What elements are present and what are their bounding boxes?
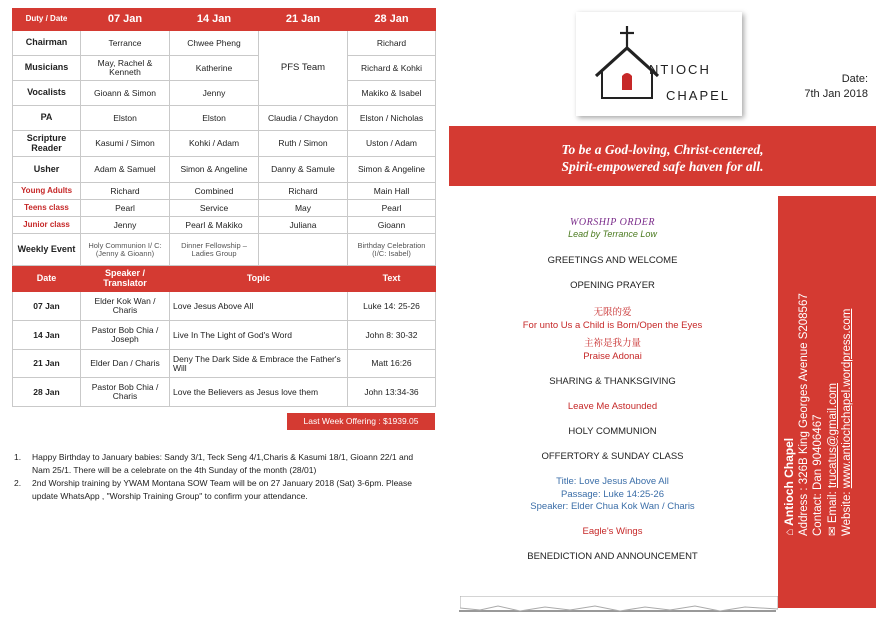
logo-word-2: CHAPEL bbox=[666, 88, 731, 103]
roster-row bbox=[13, 217, 436, 234]
roster-cell: Terrance bbox=[81, 31, 170, 56]
order-item: GREETINGS AND WELCOME bbox=[547, 255, 678, 266]
announcement-text: 2nd Worship training by YWAM Montana SOW Team will be on 27 January 2018 (Sat) 3-6pm. Please update WhatsApp , "Worship Training Group" to confirm your attendance. bbox=[32, 478, 413, 501]
sermon-topic: Live In The Light of God's Word bbox=[170, 321, 348, 350]
roster-cell: Chwee Pheng bbox=[170, 31, 259, 56]
date-label: Date: bbox=[841, 73, 868, 85]
roster-cell: May, Rachel & Kenneth bbox=[81, 56, 170, 81]
announcement-number: 1. bbox=[14, 452, 22, 462]
email-label: Email: bbox=[826, 488, 839, 524]
roster-cell: Juliana bbox=[259, 217, 348, 234]
song-item: 主祢是我力量 bbox=[583, 338, 641, 349]
date-value: 7th Jan 2018 bbox=[804, 88, 868, 100]
role-label: Scripture Reader bbox=[13, 131, 81, 157]
worship-leader: Lead by Terrance Low bbox=[568, 229, 657, 239]
roster-cell: Richard & Kohki bbox=[348, 56, 436, 81]
sermon-text: John 8: 30-32 bbox=[348, 321, 436, 350]
date-header: 21 Jan bbox=[259, 9, 348, 31]
roster-cell: Kohki / Adam bbox=[170, 131, 259, 157]
role-label: Weekly Event bbox=[13, 234, 81, 266]
topic-header: Topic bbox=[170, 266, 348, 292]
roster-cell: Jenny bbox=[81, 217, 170, 234]
order-item: BENEDICTION AND ANNOUNCEMENT bbox=[527, 551, 698, 562]
song-item: For unto Us a Child is Born/Open the Eyes bbox=[522, 320, 703, 331]
roster-row bbox=[13, 157, 436, 183]
sermon-speaker: Elder Kok Wan / Charis bbox=[81, 292, 170, 321]
merged-team-cell: PFS Team bbox=[259, 31, 348, 106]
date-header: 28 Jan bbox=[348, 9, 436, 31]
roster-row bbox=[13, 200, 436, 217]
roster-cell: Claudia / Chaydon bbox=[259, 106, 348, 131]
roster-row bbox=[13, 31, 436, 56]
roster-row bbox=[13, 56, 436, 81]
roster-cell: May bbox=[259, 200, 348, 217]
announcement-item bbox=[14, 477, 428, 503]
sermon-topic: Deny The Dark Side & Embrace the Father's Will bbox=[170, 350, 348, 378]
roster-cell: Pearl bbox=[348, 200, 436, 217]
roster-cell: Birthday Celebration (I/C: Isabel) bbox=[348, 234, 436, 266]
mission-line: Spirit-empowered safe haven for all. bbox=[561, 159, 764, 174]
roster-cell: Elston / Nicholas bbox=[348, 106, 436, 131]
roster-cell: Makiko & Isabel bbox=[348, 81, 436, 106]
role-label: Usher bbox=[13, 157, 81, 183]
sermon-topic: Love the Believers as Jesus love them bbox=[170, 378, 348, 407]
sermon-date: 14 Jan bbox=[13, 321, 81, 350]
order-item: OPENING PRAYER bbox=[570, 280, 655, 291]
roster-row bbox=[13, 81, 436, 106]
sermon-text: Matt 16:26 bbox=[348, 350, 436, 378]
roster-cell: Service bbox=[170, 200, 259, 217]
roster-cell: Adam & Samuel bbox=[81, 157, 170, 183]
roster-cell: Elston bbox=[81, 106, 170, 131]
role-label: Teens class bbox=[13, 200, 81, 217]
role-label: Musicians bbox=[13, 56, 81, 81]
order-item: OFFERTORY & SUNDAY CLASS bbox=[541, 451, 684, 462]
sermon-date: 28 Jan bbox=[13, 378, 81, 407]
roster-row bbox=[13, 131, 436, 157]
church-name: Antioch Chapel bbox=[782, 437, 796, 526]
sermon-date-header: Date bbox=[13, 266, 81, 292]
announcement-list bbox=[14, 451, 428, 503]
roster-header-row bbox=[13, 9, 436, 31]
announcement-item bbox=[14, 451, 428, 477]
roster-cell: Main Hall bbox=[348, 183, 436, 200]
song-item: Leave Me Astounded bbox=[567, 401, 658, 412]
duty-date-header: Duty / Date bbox=[13, 9, 81, 31]
song-item: Eagle's Wings bbox=[582, 526, 643, 537]
church-logo-card bbox=[576, 12, 742, 116]
roster-row bbox=[13, 234, 436, 266]
announcement-text: Happy Birthday to January babies: Sandy 3/1, Teck Seng 4/1,Charis & Kasumi 18/1, Gioann 22/1 and Nam 25/1. There will be a celebrate on the 4th Sunday of the month (28/01) bbox=[32, 452, 414, 475]
roster-cell: Simon & Angeline bbox=[348, 157, 436, 183]
worship-order-title: WORSHIP ORDER bbox=[570, 217, 655, 228]
roster-cell: Elston bbox=[170, 106, 259, 131]
role-label: Vocalists bbox=[13, 81, 81, 106]
sermon-row bbox=[13, 292, 436, 321]
sermon-topic: Love Jesus Above All bbox=[170, 292, 348, 321]
sermon-text: John 13:34-36 bbox=[348, 378, 436, 407]
sermon-speaker: Speaker: Elder Chua Kok Wan / Charis bbox=[530, 501, 695, 512]
offering-badge: Last Week Offering : $1939.05 bbox=[287, 413, 435, 430]
duty-roster-table bbox=[12, 8, 436, 407]
website-label: Website: bbox=[841, 488, 853, 536]
mission-banner bbox=[449, 126, 876, 186]
email-icon: ✉ bbox=[826, 523, 839, 536]
order-item: SHARING & THANKSGIVING bbox=[549, 376, 676, 387]
speaker-header: Speaker / Translator bbox=[81, 266, 170, 292]
bulletin-date bbox=[778, 72, 868, 102]
song-item: Praise Adonai bbox=[583, 351, 642, 362]
roster-row bbox=[13, 106, 436, 131]
sermon-title: Title: Love Jesus Above All bbox=[556, 476, 669, 487]
roster-cell: Richard bbox=[348, 31, 436, 56]
logo-word-1: NTIOCH bbox=[649, 62, 711, 77]
text-header: Text bbox=[348, 266, 436, 292]
roster-cell: Holy Communion I/ C: (Jenny & Gioann) bbox=[81, 234, 170, 266]
roster-cell: Simon & Angeline bbox=[170, 157, 259, 183]
website-link[interactable]: www.antiochchapel.wordpress.com bbox=[841, 308, 853, 489]
roster-cell: Danny & Samule bbox=[259, 157, 348, 183]
roster-cell: Gioann & Simon bbox=[81, 81, 170, 106]
roster-cell: Dinner Fellowship – Ladies Group bbox=[170, 234, 259, 266]
torn-paper-edge bbox=[460, 596, 778, 612]
date-header: 07 Jan bbox=[81, 9, 170, 31]
contact-sidebar bbox=[778, 196, 876, 608]
sermon-speaker: Pastor Bob Chia / Charis bbox=[81, 378, 170, 407]
role-label: Chairman bbox=[13, 31, 81, 56]
roster-row bbox=[13, 183, 436, 200]
order-item: HOLY COMMUNION bbox=[568, 426, 657, 437]
announcement-number: 2. bbox=[14, 478, 22, 488]
role-label: Junior class bbox=[13, 217, 81, 234]
roster-cell: Kasumi / Simon bbox=[81, 131, 170, 157]
roster-cell bbox=[259, 234, 348, 266]
sermon-text: Luke 14: 25-26 bbox=[348, 292, 436, 321]
sermon-speaker: Pastor Bob Chia / Joseph bbox=[81, 321, 170, 350]
date-header: 14 Jan bbox=[170, 9, 259, 31]
roster-cell: Pearl bbox=[81, 200, 170, 217]
church-phone: Contact: Dan 90406467 bbox=[812, 414, 824, 536]
sermon-passage: Passage: Luke 14:25-26 bbox=[561, 489, 664, 500]
roster-cell: Combined bbox=[170, 183, 259, 200]
role-label: PA bbox=[13, 106, 81, 131]
sermon-row bbox=[13, 378, 436, 407]
sermon-header-row bbox=[13, 266, 436, 292]
mission-line: To be a God-loving, Christ-centered, bbox=[561, 142, 764, 157]
roster-cell: Ruth / Simon bbox=[259, 131, 348, 157]
home-icon: ⌂ bbox=[782, 525, 796, 536]
role-label: Young Adults bbox=[13, 183, 81, 200]
sermon-row bbox=[13, 350, 436, 378]
church-address: Address : 326B King Georges Avenue S208567 bbox=[797, 293, 810, 536]
sermon-date: 07 Jan bbox=[13, 292, 81, 321]
sermon-speaker: Elder Dan / Charis bbox=[81, 350, 170, 378]
roster-cell: Jenny bbox=[170, 81, 259, 106]
roster-cell: Richard bbox=[81, 183, 170, 200]
sermon-date: 21 Jan bbox=[13, 350, 81, 378]
song-item: 无限的爱 bbox=[593, 307, 632, 318]
roster-cell: Katherine bbox=[170, 56, 259, 81]
sermon-row bbox=[13, 321, 436, 350]
email-link[interactable]: trucatus@gmail.com bbox=[826, 383, 839, 488]
roster-cell: Uston / Adam bbox=[348, 131, 436, 157]
roster-cell: Gioann bbox=[348, 217, 436, 234]
roster-cell: Richard bbox=[259, 183, 348, 200]
roster-cell: Pearl & Makiko bbox=[170, 217, 259, 234]
